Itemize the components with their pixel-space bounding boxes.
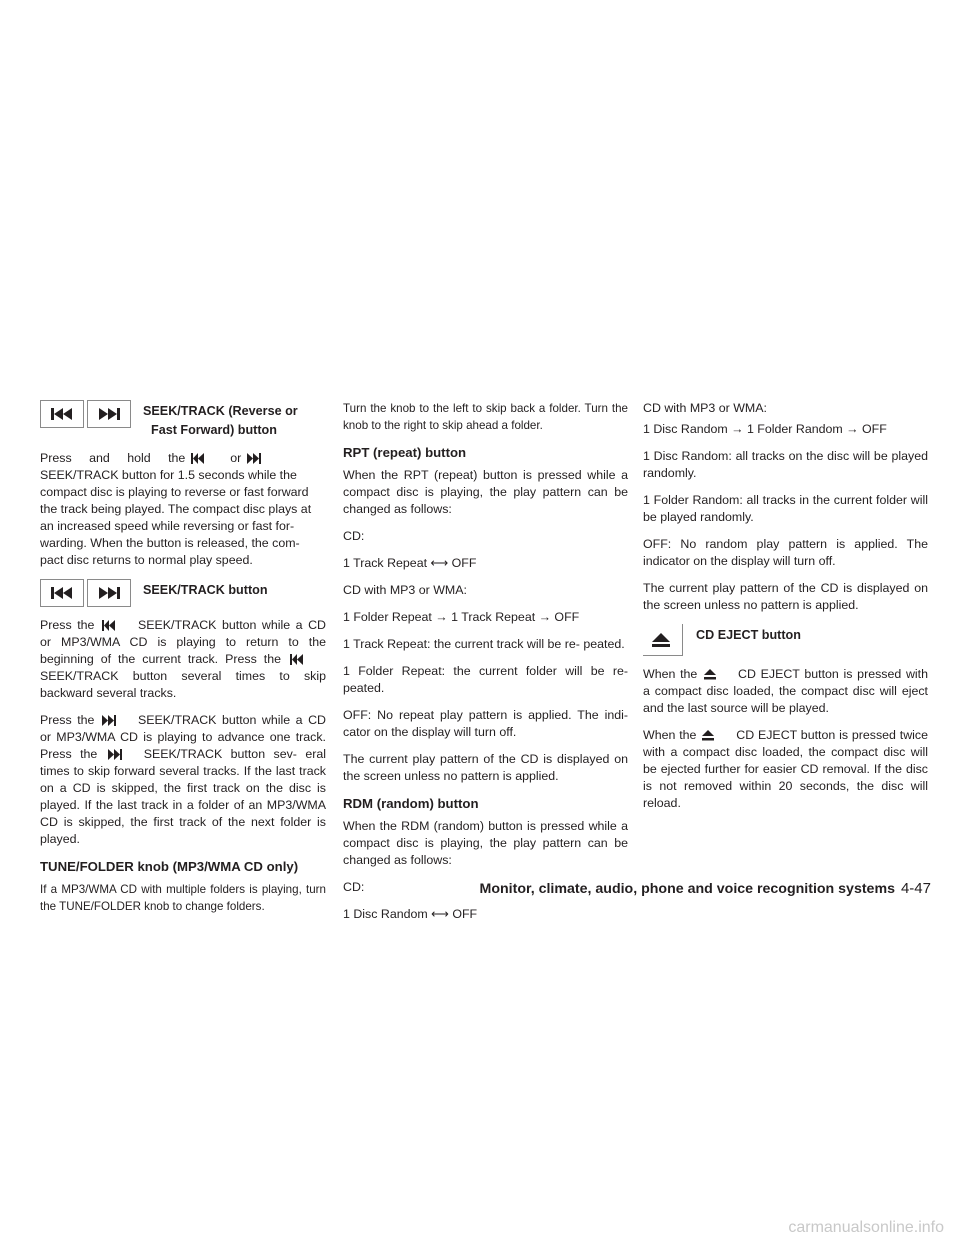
- skip-back-icon: [40, 400, 84, 428]
- button-illustration: [643, 624, 686, 656]
- rpt-cd-sequence: 1 Track Repeat ⟷ OFF: [343, 556, 477, 570]
- seek-forward-paragraph: Press the SEEK/TRACK button while a CD or MP3/WMA CD is playing to advance one track. Press the SEEK/TRACK button sev- eral times to skip forward several tracks. If the last track on a CD is skipped, the first track on the disc is played. If the last track in a folder of an MP3/WMA CD is skipped, the first track of the next folder is played.: [40, 713, 326, 846]
- heading-line-2: Fast Forward) button: [151, 423, 277, 437]
- rpt-mp3-label: CD with MP3 or WMA:: [343, 583, 467, 597]
- rdm-cd-sequence: 1 Disc Random ⟷ OFF: [343, 907, 478, 921]
- eject-icon: [643, 624, 683, 656]
- rpt-intro-paragraph: When the RPT (repeat) button is pressed while a compact disc is playing, the play pattern can be changed as follows:: [343, 468, 628, 516]
- random-off-desc: OFF: No random play pattern is applied. The indicator on the display will turn off.: [643, 537, 928, 568]
- seek-track-rf-heading: [143, 400, 298, 440]
- section-title: Monitor, climate, audio, phone and voice recognition systems: [479, 881, 895, 897]
- knob-direction-paragraph: Turn the knob to the left to skip back a folder. Turn the knob to the right to skip ahead a folder.: [343, 402, 628, 432]
- tune-folder-heading: TUNE/FOLDER knob (MP3/WMA CD only): [40, 859, 299, 874]
- eject-paragraph-1: When the CD EJECT button is pressed with a compact disc loaded, the compact disc will eject and the last source will be played.: [643, 667, 928, 715]
- eject-heading-row: [643, 624, 928, 656]
- seek-back-paragraph: Press the SEEK/TRACK button while a CD or MP3/WMA CD is playing to return to the beginning of the current track. Press the SEEK/TRACK button several times to skip backward several tracks.: [40, 618, 326, 700]
- heading-line-1: SEEK/TRACK (Reverse or: [143, 404, 298, 418]
- rdm-mp3-label: CD with MP3 or WMA:: [643, 401, 767, 415]
- rpt-heading: RPT (repeat) button: [343, 445, 467, 460]
- page-number: 4-47: [900, 880, 931, 897]
- button-illustration: [40, 400, 134, 428]
- column-2: [343, 400, 628, 933]
- column-3: [643, 400, 928, 822]
- skip-forward-icon: [87, 400, 131, 428]
- skip-back-icon: [40, 579, 84, 607]
- folder-random-desc: 1 Folder Random: all tracks in the current folder will be played randomly.: [643, 493, 928, 524]
- press-and-hold-paragraph: Press and hold the or SEEK/TRACK button for 1.5 seconds while the compact disc is playing to reverse or fast forward the track being played. The compact disc plays at an increased speed while reversing or fast for- warding. When the button is released, the com- pact disc returns to normal play speed.: [40, 451, 312, 567]
- rdm-mp3-sequence: 1 Disc Random → 1 Folder Random → OFF: [643, 422, 887, 436]
- seek-track-heading: SEEK/TRACK button: [143, 583, 268, 597]
- eject-icon: [702, 730, 714, 741]
- eject-heading: CD EJECT button: [696, 628, 801, 642]
- track-repeat-desc: 1 Track Repeat: the current track will be re- peated.: [343, 637, 625, 651]
- seek-track-rf-heading-row: [40, 400, 326, 440]
- rdm-cd-label: CD:: [343, 880, 365, 894]
- rpt-mp3-sequence: 1 Folder Repeat → 1 Track Repeat → OFF: [343, 610, 580, 624]
- eject-paragraph-2: When the CD EJECT button is pressed twice with a compact disc loaded, the compact disc will be ejected further for easier CD removal. If the disc is not removed within 20 seconds, the disc will reload.: [643, 728, 928, 810]
- folder-repeat-desc: 1 Folder Repeat: the current folder will be re- peated.: [343, 664, 628, 695]
- disc-random-desc: 1 Disc Random: all tracks on the disc will be played randomly.: [643, 449, 928, 480]
- repeat-off-desc: OFF: No repeat play pattern is applied. The indi- cator on the display will turn off.: [343, 708, 628, 739]
- tune-folder-paragraph: If a MP3/WMA CD with multiple folders is playing, turn the TUNE/FOLDER knob to change folders.: [40, 883, 326, 913]
- eject-icon: [704, 669, 716, 680]
- watermark: carmanualsonline.info: [788, 1219, 944, 1236]
- skip-forward-icon: [108, 749, 122, 760]
- column-1: [40, 400, 326, 925]
- skip-back-icon: [191, 453, 205, 464]
- rpt-cd-label: CD:: [343, 529, 365, 543]
- button-illustration: [40, 579, 134, 607]
- skip-back-icon: [102, 620, 116, 631]
- skip-forward-icon: [87, 579, 131, 607]
- skip-forward-icon: [102, 715, 116, 726]
- skip-forward-icon: [247, 453, 261, 464]
- rdm-intro-paragraph: When the RDM (random) button is pressed while a compact disc is playing, the play pattern can be changed as follows:: [343, 819, 628, 867]
- skip-back-icon: [290, 654, 304, 665]
- rdm-heading: RDM (random) button: [343, 796, 479, 811]
- seek-track-heading-row: [40, 579, 326, 607]
- random-display-note: The current play pattern of the CD is displayed on the screen unless no pattern is applied.: [643, 581, 928, 612]
- page-footer: [451, 880, 931, 898]
- repeat-display-note: The current play pattern of the CD is displayed on the screen unless no pattern is applied.: [343, 752, 628, 783]
